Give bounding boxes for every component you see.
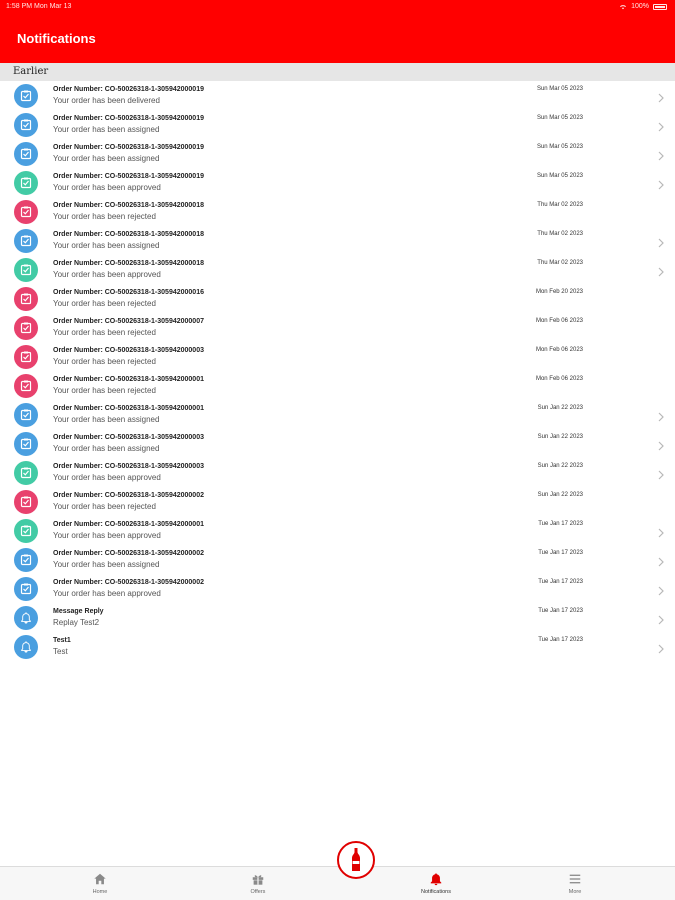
notification-date: Sun Mar 05 2023 bbox=[536, 144, 583, 150]
notification-avatar bbox=[14, 548, 38, 572]
menu-icon bbox=[568, 872, 582, 886]
tab-offers-label: Offers bbox=[250, 889, 266, 895]
notification-title: Order Number: CO-50026318-1-305942000007 bbox=[53, 318, 204, 325]
bell-icon bbox=[429, 872, 443, 886]
notification-row[interactable] bbox=[0, 516, 675, 545]
status-time: 1:58 PM Mon Mar 13 bbox=[6, 3, 72, 10]
tab-bar bbox=[0, 866, 675, 900]
notification-date: Sun Jan 22 2023 bbox=[537, 405, 583, 411]
notification-avatar bbox=[14, 403, 38, 427]
tab-more-label: More bbox=[568, 889, 582, 895]
notification-date: Tue Jan 17 2023 bbox=[538, 608, 583, 614]
tab-home-label: Home bbox=[92, 889, 108, 895]
order-icon bbox=[20, 177, 32, 189]
notification-date: Tue Jan 17 2023 bbox=[538, 579, 583, 585]
notification-title: Order Number: CO-50026318-1-305942000002 bbox=[53, 492, 204, 499]
notification-title: Message Reply bbox=[53, 608, 104, 615]
notification-avatar bbox=[14, 519, 38, 543]
chevron-right-icon bbox=[657, 235, 665, 245]
section-label: Earlier bbox=[13, 66, 49, 77]
notification-row[interactable] bbox=[0, 487, 675, 516]
chevron-right-icon bbox=[657, 554, 665, 564]
notification-row[interactable] bbox=[0, 139, 675, 168]
notification-title: Order Number: CO-50026318-1-305942000003 bbox=[53, 347, 204, 354]
notification-subtitle: Test bbox=[53, 647, 68, 656]
notification-row[interactable] bbox=[0, 226, 675, 255]
order-icon bbox=[20, 525, 32, 537]
notification-row[interactable] bbox=[0, 342, 675, 371]
notification-subtitle: Your order has been assigned bbox=[53, 415, 160, 424]
notification-row[interactable] bbox=[0, 313, 675, 342]
notification-subtitle: Your order has been rejected bbox=[53, 299, 156, 308]
notification-row[interactable] bbox=[0, 255, 675, 284]
notification-date: Mon Feb 06 2023 bbox=[535, 347, 583, 353]
notification-subtitle: Your order has been approved bbox=[53, 531, 161, 540]
notification-title: Order Number: CO-50026318-1-305942000018 bbox=[53, 202, 204, 209]
notification-subtitle: Your order has been delivered bbox=[53, 96, 160, 105]
notification-row[interactable] bbox=[0, 574, 675, 603]
notification-row[interactable] bbox=[0, 81, 675, 110]
bell-icon bbox=[20, 641, 32, 653]
gift-icon bbox=[251, 872, 265, 886]
notification-subtitle: Your order has been approved bbox=[53, 589, 161, 598]
notification-row[interactable] bbox=[0, 429, 675, 458]
status-bar bbox=[0, 0, 675, 14]
chevron-right-icon bbox=[657, 90, 665, 100]
chevron-right-icon bbox=[657, 177, 665, 187]
chevron-right-icon bbox=[657, 119, 665, 129]
tab-offers[interactable] bbox=[228, 872, 288, 895]
notification-subtitle: Your order has been rejected bbox=[53, 502, 156, 511]
page-title: Notifications bbox=[17, 31, 96, 46]
notification-avatar bbox=[14, 577, 38, 601]
order-icon bbox=[20, 380, 32, 392]
notification-title: Order Number: CO-50026318-1-305942000001 bbox=[53, 405, 204, 412]
notification-subtitle: Your order has been assigned bbox=[53, 560, 160, 569]
order-icon bbox=[20, 235, 32, 247]
battery-icon bbox=[653, 4, 667, 10]
order-icon bbox=[20, 409, 32, 421]
notification-avatar bbox=[14, 374, 38, 398]
notification-subtitle: Your order has been approved bbox=[53, 270, 161, 279]
chevron-right-icon bbox=[657, 612, 665, 622]
chevron-right-icon bbox=[657, 583, 665, 593]
notification-avatar bbox=[14, 229, 38, 253]
notification-subtitle: Your order has been assigned bbox=[53, 444, 160, 453]
notification-date: Sun Jan 22 2023 bbox=[537, 492, 583, 498]
notification-avatar bbox=[14, 635, 38, 659]
notification-title: Test1 bbox=[53, 637, 71, 644]
notification-subtitle: Your order has been assigned bbox=[53, 154, 160, 163]
order-icon bbox=[20, 496, 32, 508]
chevron-right-icon bbox=[657, 467, 665, 477]
notification-date: Sun Mar 05 2023 bbox=[536, 173, 583, 179]
order-icon bbox=[20, 322, 32, 334]
order-icon bbox=[20, 351, 32, 363]
chevron-right-icon bbox=[657, 525, 665, 535]
bell-icon bbox=[20, 612, 32, 624]
notification-avatar bbox=[14, 490, 38, 514]
notification-title: Order Number: CO-50026318-1-305942000002 bbox=[53, 579, 204, 586]
battery-percent: 100% bbox=[631, 3, 649, 10]
section-header bbox=[0, 63, 675, 81]
notification-subtitle: Your order has been assigned bbox=[53, 241, 160, 250]
notification-avatar bbox=[14, 258, 38, 282]
notification-title: Order Number: CO-50026318-1-305942000003 bbox=[53, 434, 204, 441]
notification-list bbox=[0, 81, 675, 661]
order-icon bbox=[20, 119, 32, 131]
notification-avatar bbox=[14, 345, 38, 369]
notification-subtitle: Your order has been assigned bbox=[53, 125, 160, 134]
notification-title: Order Number: CO-50026318-1-305942000019 bbox=[53, 86, 204, 93]
notification-date: Mon Feb 06 2023 bbox=[535, 376, 583, 382]
notification-title: Order Number: CO-50026318-1-305942000019 bbox=[53, 144, 204, 151]
notification-date: Thu Mar 02 2023 bbox=[537, 231, 583, 237]
notification-row[interactable] bbox=[0, 545, 675, 574]
notification-avatar bbox=[14, 316, 38, 340]
order-icon bbox=[20, 264, 32, 276]
notification-title: Order Number: CO-50026318-1-305942000001 bbox=[53, 521, 204, 528]
order-icon bbox=[20, 583, 32, 595]
notification-row[interactable] bbox=[0, 458, 675, 487]
notification-date: Sun Mar 05 2023 bbox=[536, 86, 583, 92]
notification-avatar bbox=[14, 171, 38, 195]
wifi-icon bbox=[619, 4, 627, 10]
notification-date: Sun Mar 05 2023 bbox=[536, 115, 583, 121]
notification-row[interactable] bbox=[0, 603, 675, 632]
notification-date: Thu Mar 02 2023 bbox=[537, 202, 583, 208]
notification-title: Order Number: CO-50026318-1-305942000018 bbox=[53, 260, 204, 267]
notification-title: Order Number: CO-50026318-1-305942000019 bbox=[53, 173, 204, 180]
notification-date: Tue Jan 17 2023 bbox=[538, 550, 583, 556]
chevron-right-icon bbox=[657, 438, 665, 448]
notification-row[interactable] bbox=[0, 110, 675, 139]
notification-title: Order Number: CO-50026318-1-305942000002 bbox=[53, 550, 204, 557]
notification-date: Thu Mar 02 2023 bbox=[537, 260, 583, 266]
order-icon bbox=[20, 148, 32, 160]
nav-bar bbox=[0, 14, 675, 63]
notification-subtitle: Your order has been approved bbox=[53, 473, 161, 482]
notification-subtitle: Your order has been rejected bbox=[53, 357, 156, 366]
notification-avatar bbox=[14, 287, 38, 311]
tab-notifications[interactable] bbox=[406, 872, 466, 895]
tab-home[interactable] bbox=[70, 872, 130, 895]
notification-row[interactable] bbox=[0, 168, 675, 197]
order-icon bbox=[20, 438, 32, 450]
notification-title: Order Number: CO-50026318-1-305942000016 bbox=[53, 289, 204, 296]
notification-subtitle: Your order has been approved bbox=[53, 183, 161, 192]
tab-notifications-label: Notifications bbox=[421, 889, 451, 895]
tab-more[interactable] bbox=[545, 872, 605, 895]
notification-row[interactable] bbox=[0, 371, 675, 400]
notification-date: Tue Jan 17 2023 bbox=[538, 637, 583, 643]
notification-subtitle: Replay Test2 bbox=[53, 618, 100, 627]
chevron-right-icon bbox=[657, 641, 665, 651]
chevron-right-icon bbox=[657, 264, 665, 274]
notification-avatar bbox=[14, 461, 38, 485]
chevron-right-icon bbox=[657, 148, 665, 158]
notification-subtitle: Your order has been rejected bbox=[53, 212, 156, 221]
notification-date: Tue Jan 17 2023 bbox=[538, 521, 583, 527]
notification-row[interactable] bbox=[0, 197, 675, 226]
order-icon bbox=[20, 467, 32, 479]
notification-row[interactable] bbox=[0, 400, 675, 429]
order-icon bbox=[20, 206, 32, 218]
notification-avatar bbox=[14, 142, 38, 166]
notification-subtitle: Your order has been rejected bbox=[53, 386, 156, 395]
notification-avatar bbox=[14, 84, 38, 108]
order-icon bbox=[20, 90, 32, 102]
notification-date: Sun Jan 22 2023 bbox=[537, 434, 583, 440]
notification-avatar bbox=[14, 432, 38, 456]
notification-date: Mon Feb 20 2023 bbox=[535, 289, 583, 295]
notification-subtitle: Your order has been rejected bbox=[53, 328, 156, 337]
order-icon bbox=[20, 554, 32, 566]
chevron-right-icon bbox=[657, 409, 665, 419]
home-icon bbox=[93, 872, 107, 886]
notification-date: Sun Jan 22 2023 bbox=[537, 463, 583, 469]
notification-row[interactable] bbox=[0, 284, 675, 313]
notification-avatar bbox=[14, 200, 38, 224]
order-icon bbox=[20, 293, 32, 305]
notification-title: Order Number: CO-50026318-1-305942000019 bbox=[53, 115, 204, 122]
bottle-icon bbox=[348, 847, 364, 873]
notification-title: Order Number: CO-50026318-1-305942000003 bbox=[53, 463, 204, 470]
notification-avatar bbox=[14, 606, 38, 630]
center-bottle-button[interactable] bbox=[337, 841, 375, 879]
notification-title: Order Number: CO-50026318-1-305942000001 bbox=[53, 376, 204, 383]
notification-title: Order Number: CO-50026318-1-305942000018 bbox=[53, 231, 204, 238]
notification-avatar bbox=[14, 113, 38, 137]
status-right bbox=[619, 3, 667, 10]
notification-row[interactable] bbox=[0, 632, 675, 661]
notification-date: Mon Feb 06 2023 bbox=[535, 318, 583, 324]
